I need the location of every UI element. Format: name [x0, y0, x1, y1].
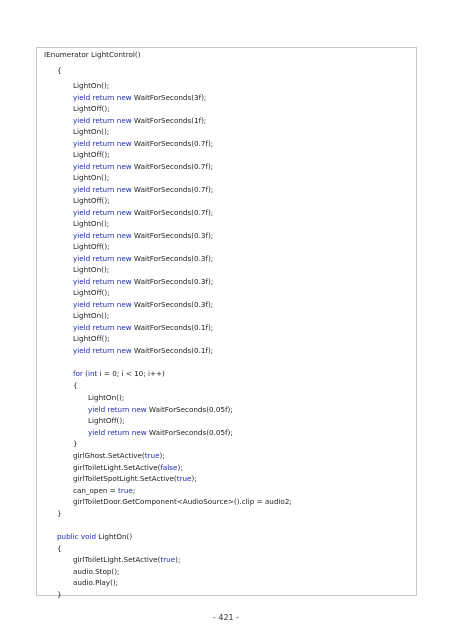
- code-keyword: true: [160, 555, 176, 564]
- code-keyword: yield return new: [88, 405, 147, 414]
- code-keyword: yield return new: [73, 116, 132, 125]
- code-line: [73, 241, 110, 252]
- code-text: audio.Stop();: [73, 567, 120, 576]
- code-text: WaitForSeconds(0.7f);: [131, 162, 214, 171]
- code-line: [73, 115, 206, 126]
- code-text: LightOff();: [88, 416, 125, 425]
- code-text: LightOff();: [73, 242, 110, 251]
- code-line: [73, 450, 165, 461]
- code-text: WaitForSeconds(1f);: [131, 116, 207, 125]
- code-text: {: [73, 381, 78, 390]
- code-text: );: [175, 555, 181, 564]
- code-line: [73, 207, 213, 218]
- code-line: [73, 138, 213, 149]
- code-text: WaitForSeconds(0.3f);: [131, 300, 214, 309]
- code-line: [73, 230, 213, 241]
- code-text: );: [177, 463, 183, 472]
- code-line: [57, 508, 62, 519]
- code-text: ;: [132, 486, 136, 495]
- code-line: [73, 554, 180, 565]
- code-line: [73, 485, 135, 496]
- code-text: LightOn(): [96, 532, 133, 541]
- code-line: [73, 380, 78, 391]
- code-text: (: [82, 369, 88, 378]
- code-line: [73, 322, 213, 333]
- code-line: [73, 473, 197, 484]
- code-keyword: yield return new: [73, 231, 132, 240]
- code-text: LightOff();: [73, 104, 110, 113]
- code-line: [44, 49, 141, 60]
- code-line: [57, 65, 62, 76]
- code-line: [88, 415, 125, 426]
- code-text: girlToiletSpotLight.SetActive(: [73, 474, 177, 483]
- code-line: [73, 264, 109, 275]
- code-line: [73, 496, 292, 507]
- code-line: [73, 345, 213, 356]
- code-text: LightOn();: [73, 265, 110, 274]
- code-text: girlGhost.SetActive(: [73, 451, 145, 460]
- code-text: LightOff();: [73, 150, 110, 159]
- code-text: );: [159, 451, 165, 460]
- code-line: [73, 195, 110, 206]
- code-text: WaitForSeconds(0.1f);: [131, 323, 214, 332]
- code-text: LightOff();: [73, 288, 110, 297]
- code-line: [73, 333, 110, 344]
- code-text: LightOn();: [73, 81, 110, 90]
- code-line: [73, 161, 213, 172]
- code-keyword: yield return new: [73, 185, 132, 194]
- code-line: [73, 103, 110, 114]
- code-keyword: false: [160, 463, 178, 472]
- code-keyword: true: [118, 486, 133, 495]
- code-keyword: for: [73, 369, 83, 378]
- code-line: [88, 392, 124, 403]
- code-line: [73, 438, 78, 449]
- code-text: girlToiletDoor.GetComponent<AudioSource>().clip = audio2;: [73, 497, 292, 506]
- code-line: [57, 589, 62, 600]
- code-text: WaitForSeconds(0.7f);: [131, 139, 214, 148]
- code-line: [73, 368, 165, 379]
- code-keyword: yield return new: [73, 277, 132, 286]
- code-keyword: yield return new: [73, 346, 132, 355]
- code-line: [73, 577, 118, 588]
- code-text: WaitForSeconds(0.3f);: [131, 277, 214, 286]
- code-text: LightOn();: [73, 127, 110, 136]
- code-line: [73, 310, 109, 321]
- code-text: LightOn();: [73, 219, 110, 228]
- page-number: - 421 -: [212, 613, 240, 622]
- code-text: LightOn();: [73, 173, 110, 182]
- code-text: {: [57, 544, 62, 553]
- code-keyword: yield return new: [73, 323, 132, 332]
- code-text: WaitForSeconds(0.3f);: [131, 254, 214, 263]
- code-text: LightOn();: [73, 311, 110, 320]
- code-text: IEnumerator LightControl(): [44, 50, 141, 59]
- code-line: [73, 566, 119, 577]
- code-line: [73, 149, 110, 160]
- code-keyword: yield return new: [73, 93, 132, 102]
- code-keyword: yield return new: [88, 428, 147, 437]
- code-text: audio.Play();: [73, 578, 119, 587]
- code-text: i = 0; i < 10; i++): [97, 369, 165, 378]
- code-line: [73, 299, 213, 310]
- code-text: {: [57, 66, 62, 75]
- code-text: }: [57, 509, 62, 518]
- code-text: girlToiletLight.SetActive(: [73, 555, 161, 564]
- code-text: }: [73, 439, 78, 448]
- code-keyword: true: [176, 474, 192, 483]
- code-text: WaitForSeconds(3f);: [131, 93, 207, 102]
- code-text: WaitForSeconds(0.1f);: [131, 346, 214, 355]
- code-line: [73, 276, 213, 287]
- code-line: [73, 462, 183, 473]
- code-line: [88, 427, 233, 438]
- code-text: }: [57, 590, 62, 599]
- code-line: [73, 287, 110, 298]
- code-keyword: yield return new: [73, 208, 132, 217]
- code-line: [73, 253, 213, 264]
- code-line: [73, 92, 206, 103]
- code-line: [57, 543, 62, 554]
- code-keyword: yield return new: [73, 254, 132, 263]
- code-keyword: true: [144, 451, 160, 460]
- code-keyword: public void: [57, 532, 97, 541]
- code-line: [73, 172, 109, 183]
- code-keyword: yield return new: [73, 300, 132, 309]
- code-line: [73, 218, 109, 229]
- code-line: [73, 126, 109, 137]
- code-line: [57, 531, 132, 542]
- code-text: WaitForSeconds(0.3f);: [131, 231, 214, 240]
- code-text: WaitForSeconds(0.7f);: [131, 208, 214, 217]
- code-text: WaitForSeconds(0.05f);: [146, 428, 233, 437]
- code-listing: [36, 47, 417, 599]
- code-line: [73, 80, 109, 91]
- code-text: girlToiletLight.SetActive(: [73, 463, 161, 472]
- code-text: LightOn();: [88, 393, 125, 402]
- code-keyword: yield return new: [73, 139, 132, 148]
- code-text: can_open =: [73, 486, 119, 495]
- code-text: LightOff();: [73, 196, 110, 205]
- code-line: [73, 184, 213, 195]
- code-text: );: [191, 474, 197, 483]
- code-keyword: yield return new: [73, 162, 132, 171]
- code-text: WaitForSeconds(0.7f);: [131, 185, 214, 194]
- code-keyword: int: [87, 369, 98, 378]
- code-text: WaitForSeconds(0.05f);: [146, 405, 233, 414]
- code-text: LightOff();: [73, 334, 110, 343]
- code-line: [88, 404, 233, 415]
